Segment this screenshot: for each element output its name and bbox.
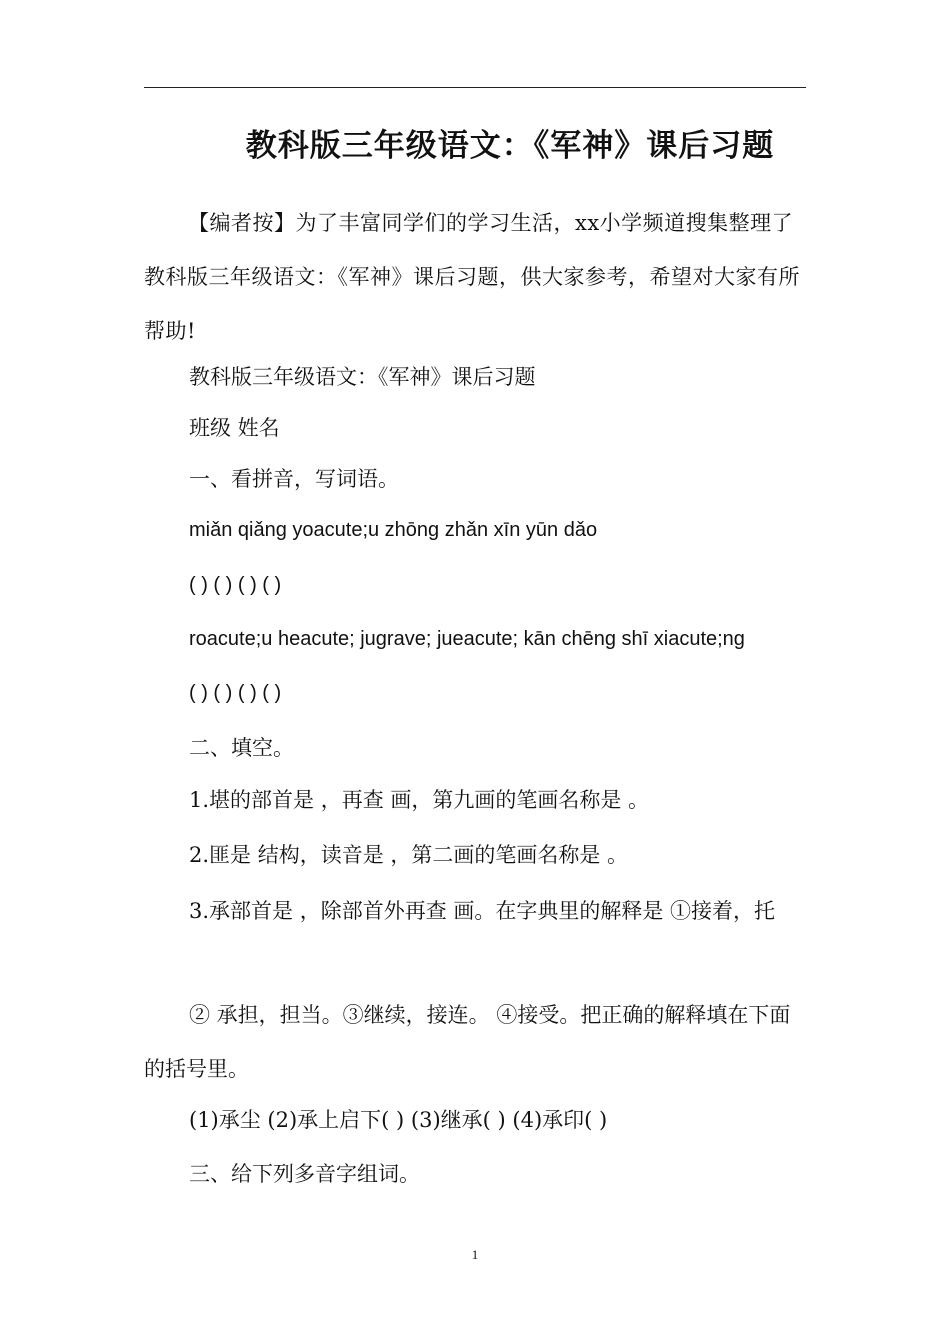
header-rule	[144, 87, 806, 88]
fill-question-3-items: (1)承尘 (2)承上启下( ) (3)继承( ) (4)承印( )	[189, 1108, 608, 1132]
class-name-line: 班级 姓名	[189, 416, 280, 440]
answer-brackets-row-2: ( ) ( ) ( ) ( )	[189, 682, 282, 704]
editor-note-paragraph: 【编者按】为了丰富同学们的学习生活，xx小学频道搜集整理了教科版三年级语文：《军神》课后习题，供大家参考，希望对大家有所帮助!	[144, 211, 800, 343]
fill-question-2: 2.匪是 结构，读音是 ，第二画的笔画名称是 。	[189, 843, 629, 867]
answer-brackets-row-1: ( ) ( ) ( ) ( )	[189, 574, 282, 596]
pinyin-row-2: roacute;u heacute; jugrave; jueacute; kān chēng shī xiacute;ng	[189, 628, 745, 650]
page-number: 1	[471, 1247, 479, 1262]
fill-question-3: 3.承部首是 ，除部首外再查 画。在字典里的解释是 ①接着，托	[189, 899, 776, 923]
section-1-heading: 一、看拼音，写词语。	[189, 467, 399, 491]
subtitle-line: 教科版三年级语文：《军神》课后习题	[189, 365, 536, 389]
document-title: 教科版三年级语文：《军神》课后习题	[245, 128, 775, 164]
pinyin-row-1: miǎn qiǎng yoacute;u zhōng zhǎn xīn yūn dǎo	[189, 519, 598, 541]
fill-question-3-definitions: ② 承担，担当。③继续，接连。 ④接受。把正确的解释填在下面的括号里。	[144, 1003, 791, 1081]
section-3-heading: 三、给下列多音字组词。	[189, 1162, 420, 1186]
fill-question-1: 1.堪的部首是 ，再查 画，第九画的笔画名称是 。	[189, 788, 650, 812]
section-2-heading: 二、填空。	[189, 736, 294, 760]
